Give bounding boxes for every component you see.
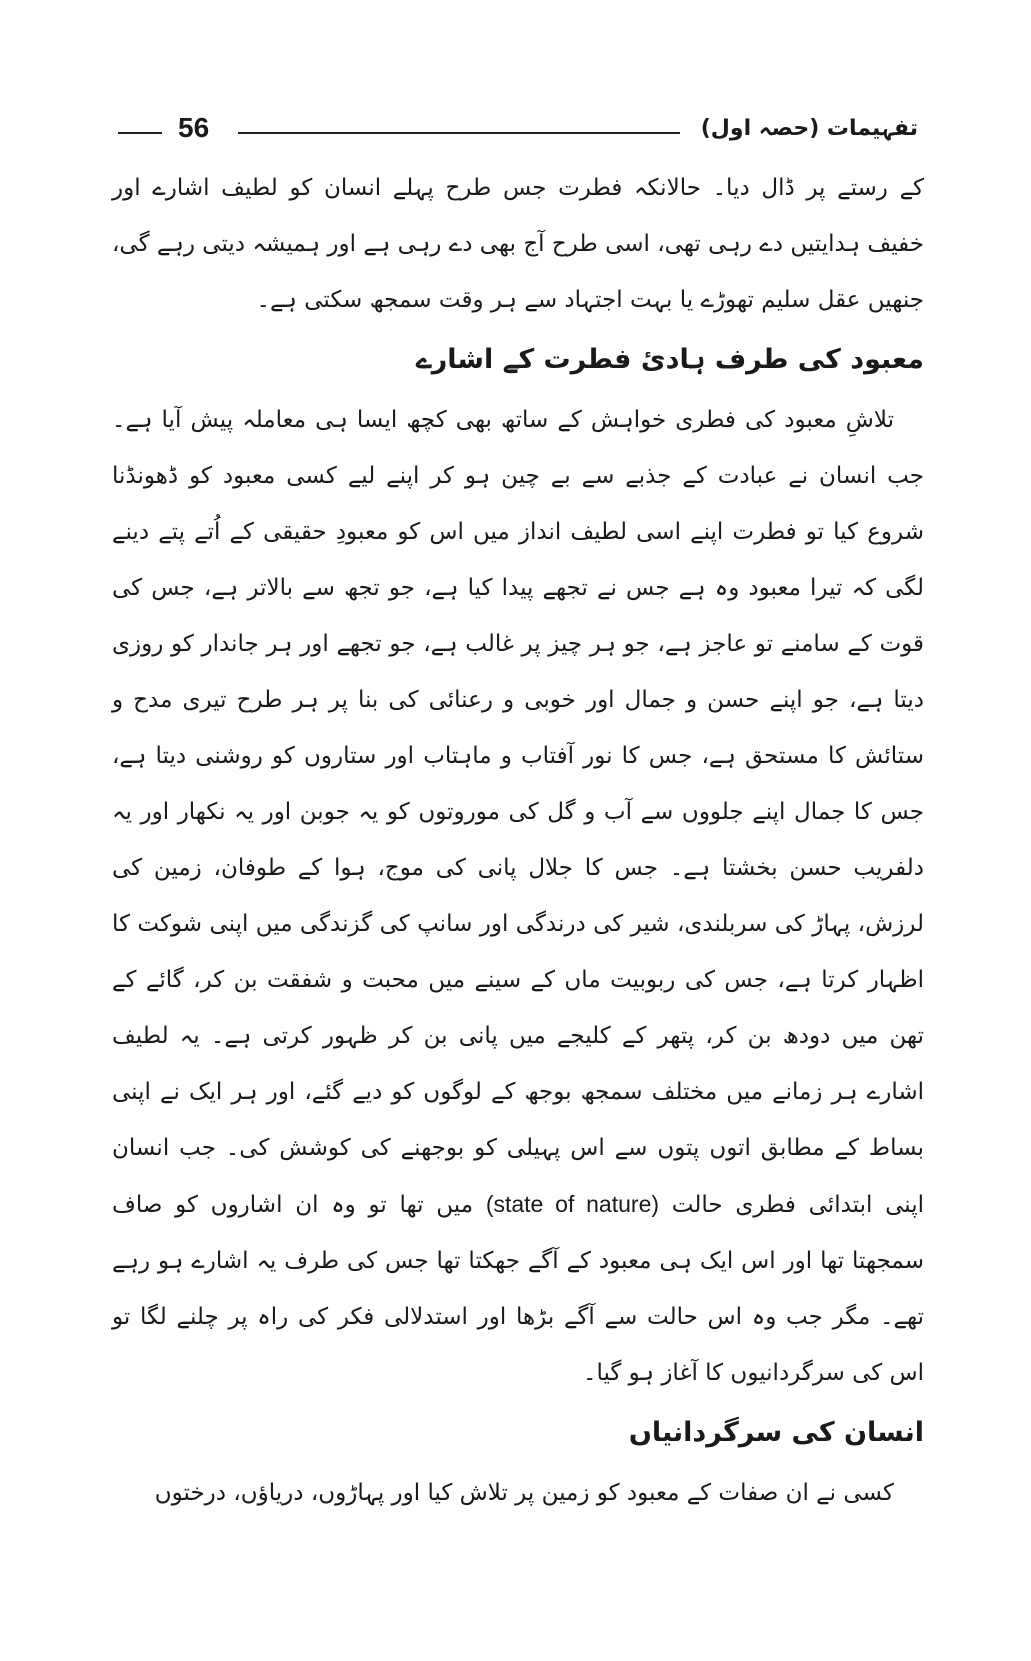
paragraph-2-end: میں تھا تو وہ ان اشاروں کو صاف سمجھتا تھا اور اس ایک ہی معبود کے آگے جھکتا تھا جس کی طرف یہ اشارے ہو رہے تھے۔ مگر جب وہ اس حالت سے آگے بڑھا اور استدلالی فکر کی راہ پر چلنے لگا تو اس کی سرگردانیوں کا آغاز ہو گیا۔ (112, 1192, 924, 1386)
paragraph-1: کے رستے پر ڈال دیا۔ حالانکہ فطرت جس طرح پہلے انسان کو لطیف اشارے اور خفیف ہدایتیں دے رہی تھی، اسی طرح آج بھی دے رہی ہے اور ہمیشہ دیتی رہے گی، جنھیں عقل سلیم تھوڑے یا بہت اجتہاد سے ہر وقت سمجھ سکتی ہے۔ (112, 175, 924, 313)
paragraph-2-text: تلاشِ معبود کی فطری خواہش کے ساتھ بھی کچھ ایسا ہی معاملہ پیش آیا ہے۔ جب انسان نے عبادت کے جذبے سے بے چین ہو کر اپنے لیے کسی معبود کو ڈھونڈنا شروع کیا تو فطرت اپنے اسی لطیف انداز میں اس کو معبودِ حقیقی کے اُتے پتے دینے لگی کہ تیرا معبود وہ ہے جس نے تجھے پیدا کیا ہے، جو تجھ سے بالاتر ہے، جس کی قوت کے سامنے تو عاجز ہے، جو ہر چیز پر غالب ہے، جو تجھے اور ہر جاندار کو روزی دیتا ہے، جو اپنے حسن و جمال اور خوبی و رعنائی کی بنا پر ہر طرح تیری مدح و ستائش کا مستحق ہے، جس کا نور آفتاب و ماہتاب اور ستاروں کو روشنی دیتا ہے، جس کا جمال اپنے جلووں سے آب و گل کی موروتوں کو یہ جوبن اور یہ نکھار اور یہ دلفریب حسن بخشتا ہے۔ جس کا جلال پانی کی موج، ہوا کے طوفان، زمین کی لرزش، پہاڑ کی سربلندی، شیر کی درندگی اور سانپ کی گزندگی میں اپنی شوکت کا اظہار کرتا ہے، جس کی ربوبیت ماں کے سینے میں محبت و شفقت بن کر، گائے کے تھن میں دودھ بن کر، پتھر کے کلیجے میں پانی بن کر ظہور کرتی ہے۔ یہ لطیف اشارے ہر زمانے میں مختلف سمجھ بوجھ کے لوگوں کو دیے گئے، اور ہر ایک نے اپنی بساط کے مطابق اتوں پتوں سے اس پہیلی کو بوجھنے کی کوشش کی۔ جب انسان اپنی ابتدائی فطری حالت (112, 407, 925, 1218)
page-number: 56 (178, 112, 210, 143)
paragraph-2 (112, 392, 924, 1401)
running-title: تفہیمات (حصہ اول) (700, 116, 918, 141)
paragraph-3: کسی نے ان صفات کے معبود کو زمین پر تلاش کیا اور پہاڑوں، دریاؤں، درختوں (154, 1480, 894, 1506)
page-body (112, 160, 924, 1521)
page-header (118, 112, 918, 152)
header-rule (238, 132, 680, 134)
section-heading-1: معبود کی طرف ہادیٔ فطرت کے اشارے (415, 344, 924, 375)
section-heading-2: انسان کی سرگردانیاں (628, 1417, 924, 1448)
header-rule-left (118, 132, 162, 134)
latin-term: (state of nature) (485, 1191, 660, 1217)
